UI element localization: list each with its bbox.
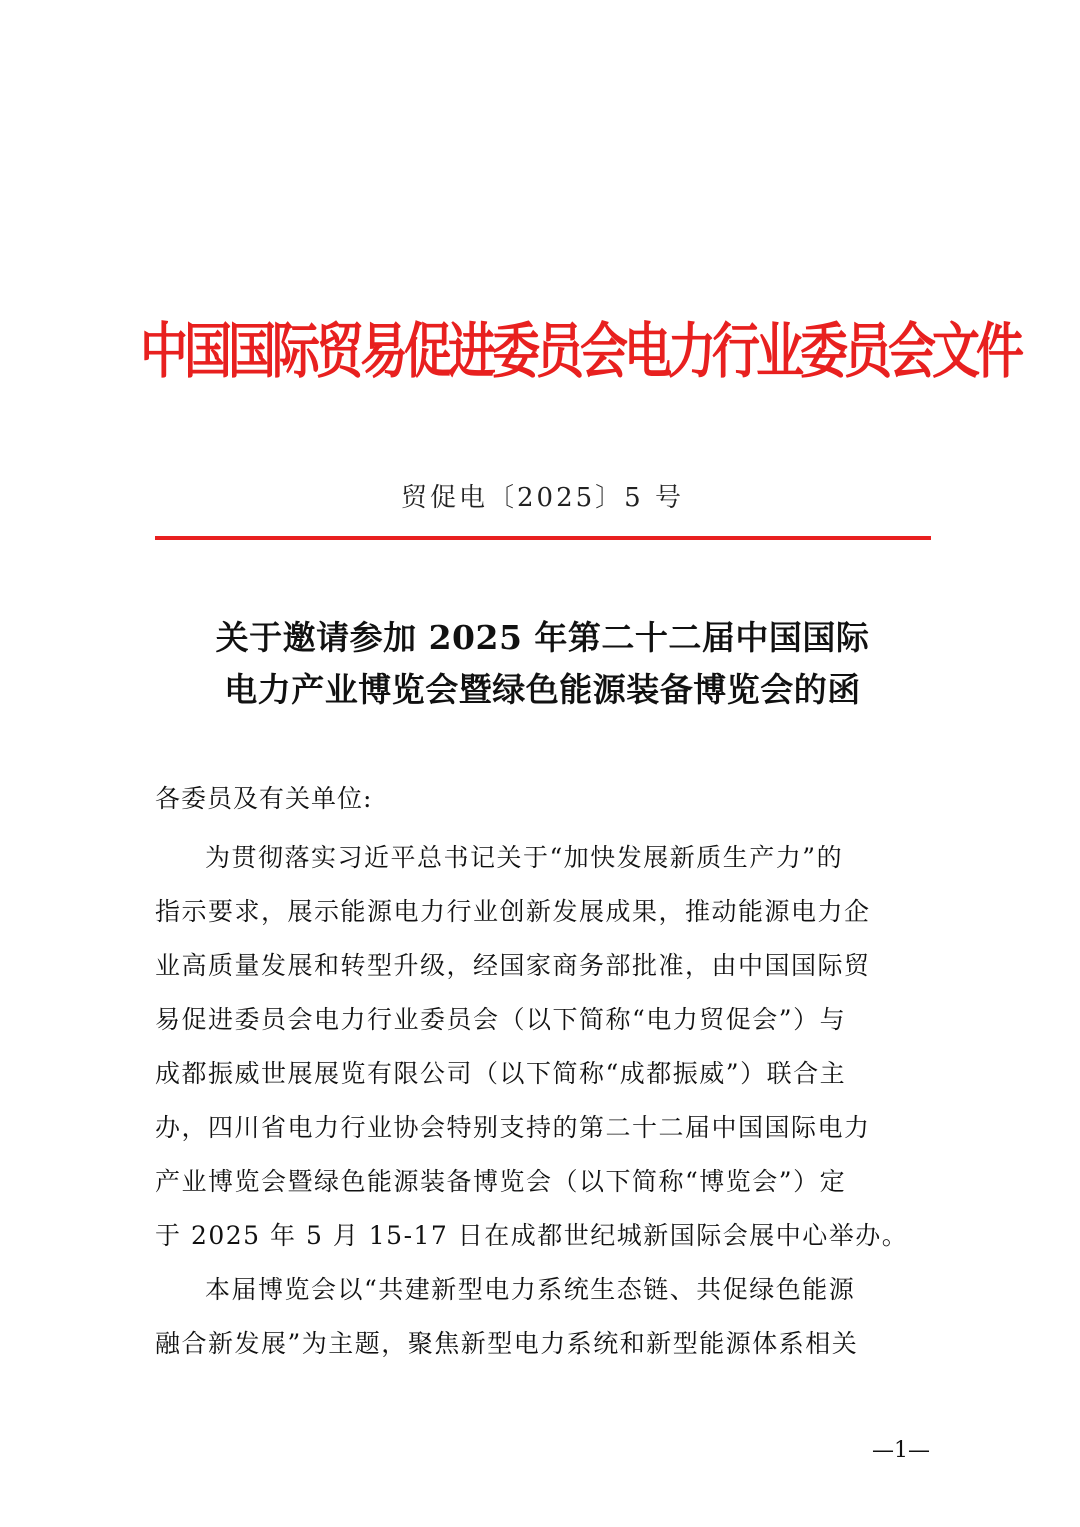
subject-title-line-1: 关于邀请参加 2025 年第二十二届中国国际: [215, 618, 870, 657]
issuer-title: 中国国际贸易促进委员会电力行业委员会文件: [140, 317, 1021, 387]
document-number: 贸促电〔2025〕5 号: [401, 483, 684, 513]
subject-title-line-2: 电力产业博览会暨绿色能源装备博览会的函: [224, 670, 861, 709]
salutation: 各委员及有关单位:: [155, 784, 373, 813]
body-line: 办，四川省电力行业协会特别支持的第二十二届中国国际电力: [155, 1113, 871, 1142]
body-line: 产业博览会暨绿色能源装备博览会（以下简称“博览会”）定: [155, 1167, 847, 1196]
body-line: 为贯彻落实习近平总书记关于“加快发展新质生产力”的: [205, 843, 844, 872]
page-number: —1—: [872, 1438, 930, 1463]
body-line: 本届博览会以“共建新型电力系统生态链、共促绿色能源: [205, 1275, 856, 1304]
body-line: 于 2025 年 5 月 15-17 日在成都世纪城新国际会展中心举办。: [155, 1221, 909, 1250]
body-line: 融合新发展”为主题，聚焦新型电力系统和新型能源体系相关: [155, 1329, 859, 1358]
body-line: 成都振威世展展览有限公司（以下简称“成都振威”）联合主: [155, 1059, 847, 1088]
body-line: 指示要求，展示能源电力行业创新发展成果，推动能源电力企: [155, 897, 871, 926]
body-line: 业高质量发展和转型升级，经国家商务部批准，由中国国际贸: [155, 951, 871, 980]
subject-title: [155, 612, 930, 716]
body-line: 易促进委员会电力行业委员会（以下简称“电力贸促会”）与: [155, 1005, 847, 1034]
body-text: [155, 831, 930, 1371]
red-divider-line: [155, 536, 931, 540]
